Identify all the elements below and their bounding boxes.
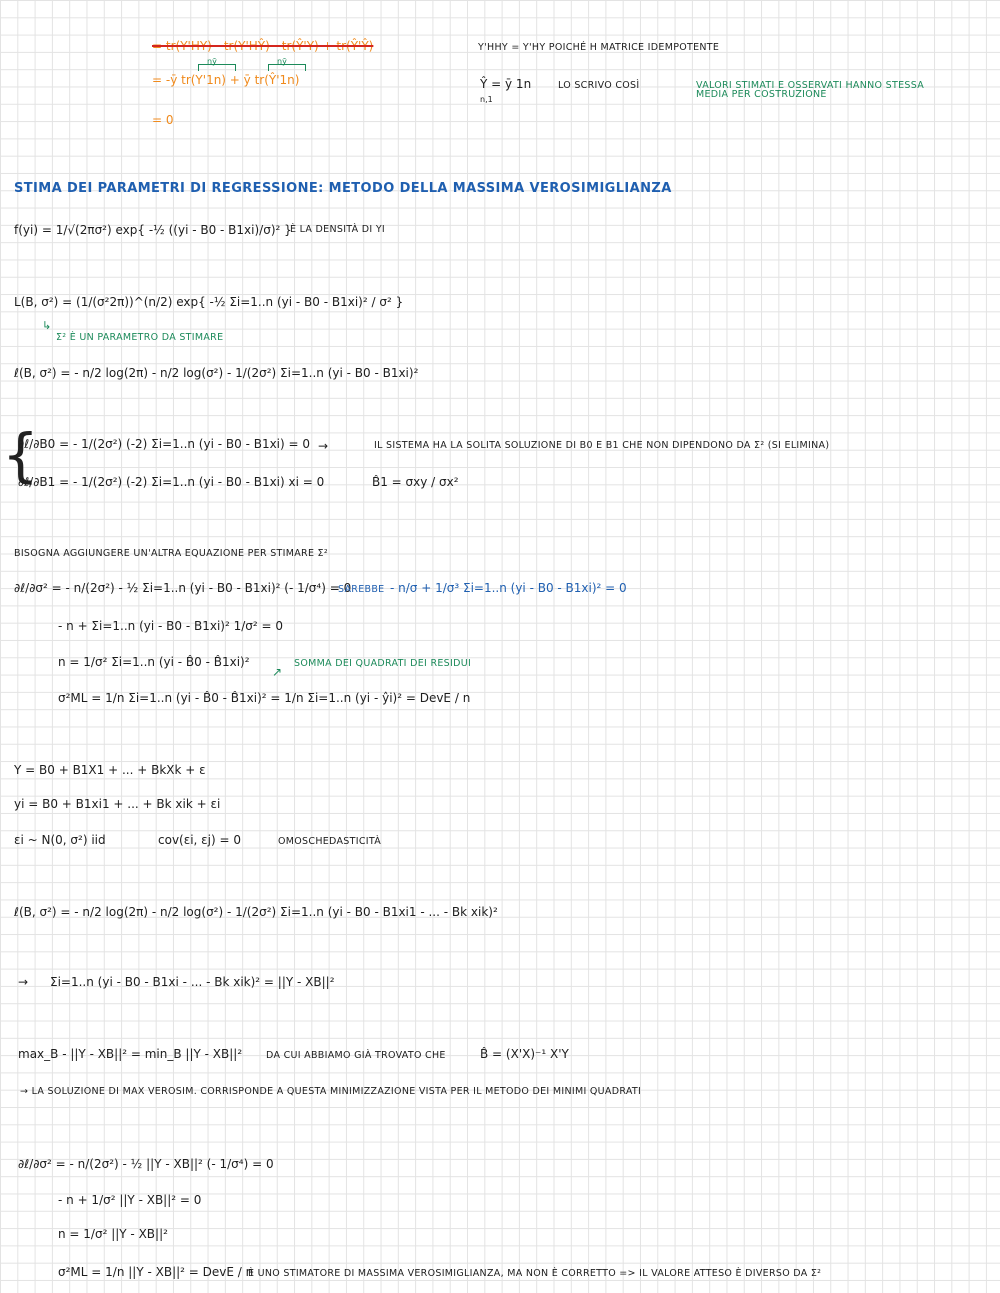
final-eq-3: n = 1/σ² ||Y - XB||²	[58, 1227, 168, 1241]
norm-equation: Σi=1..n (yi - B0 - B1xi - ... - Bk xik)² = ||Y - XB||²	[50, 975, 335, 989]
multi-model: Y = B0 + B1X1 + ... + BkXk + ε	[14, 763, 206, 777]
b1-hat: B̂1 = σxy / σx²	[372, 475, 459, 489]
likelihood-formula: L(B, σ²) = (1/(σ²2π))^(n/2) exp{ -½ Σi=1..n (yi - B0 - B1xi)² / σ² }	[14, 295, 404, 309]
max-min-equation: max_B - ||Y - XB||² = min_B ||Y - XB||²	[18, 1047, 243, 1061]
system-eq-2: ∂ℓ/∂B1 = - 1/(2σ²) (-2) Σi=1..n (yi - B0 - B1xi) xi = 0	[18, 475, 325, 489]
system-arrow: →	[318, 439, 329, 453]
final-eq-4: σ²ML = 1/n ||Y - XB||² = DevE / n	[58, 1265, 254, 1279]
multi-loglik: ℓ(B, σ²) = - n/2 log(2π) - n/2 log(σ²) - 1/(2σ²) Σi=1..n (yi - B0 - B1xi1 - ... - Bk xik)²	[14, 905, 498, 919]
sigma-eq-1-alt: - n/σ + 1/σ³ Σi=1..n (yi - B0 - B1xi)² = 0	[390, 581, 627, 595]
error-distribution: εi ~ N(0, σ²) iid	[14, 833, 106, 847]
idempotent-note: Y'HHY = Y'HY POICHÉ H MATRICE IDEMPOTENTE	[478, 42, 720, 53]
multi-model-i: yi = B0 + B1xi1 + ... + Bk xik + εi	[14, 797, 221, 811]
sigma-intro: BISOGNA AGGIUNGERE UN'ALTRA EQUAZIONE PER STIMARE Σ²	[14, 548, 328, 559]
yhat-equation: Ŷ = ȳ 1n	[480, 77, 532, 91]
write-note: LO SCRIVO COSÌ	[558, 80, 640, 91]
final-note: È UNO STIMATORE DI MASSIMA VEROSIMIGLIANZA, MA NON È CORRETTO => IL VALORE ATTESO È DIVERSO DA Σ²	[248, 1268, 822, 1279]
density-formula: f(yi) = 1/√(2πσ²) exp{ -½ ((yi - B0 - B1xi)/σ)² }	[14, 223, 292, 237]
loglik-formula: ℓ(B, σ²) = - n/2 log(2π) - n/2 log(σ²) - 1/(2σ²) Σi=1..n (yi - B0 - B1xi)²	[14, 366, 419, 380]
ny-label-1: nȳ	[207, 57, 217, 66]
ny-label-2: nȳ	[277, 57, 287, 66]
system-eq-1: ∂ℓ/∂B0 = - 1/(2σ²) (-2) Σi=1..n (yi - B0 - B1xi) = 0	[18, 437, 311, 451]
hook-arrow: ↳	[42, 319, 52, 332]
norm-arrow: →	[18, 975, 29, 989]
found-note: DA CUI ABBIAMO GIÀ TROVATO CHE	[266, 1050, 446, 1061]
mean-note-2: MEDIA PER COSTRUZIONE	[696, 89, 827, 100]
sigma-param-note: Σ² È UN PARAMETRO DA STIMARE	[56, 332, 224, 343]
homoscedasticity: OMOSCHEDASTICITÀ	[278, 836, 382, 847]
trace-line-2: = -ȳ tr(Y'1n) + ȳ tr(Ŷ'1n)	[152, 73, 300, 87]
sigma-alt-label: SAREBBE	[338, 584, 385, 595]
trace-line-3: = 0	[152, 113, 174, 127]
system-brace: {	[2, 421, 39, 489]
sigma-eq-2: - n + Σi=1..n (yi - B0 - B1xi)² 1/σ² = 0	[58, 619, 284, 633]
sigma-eq-4: σ²ML = 1/n Σi=1..n (yi - B̂0 - B̂1xi)² = 1/n Σi=1..n (yi - ŷi)² = DevE / n	[58, 691, 471, 705]
density-note: È LA DENSITÀ DI YI	[290, 224, 386, 235]
ny-brace-1	[198, 64, 236, 71]
error-covariance: cov(εi, εj) = 0	[158, 833, 241, 847]
trace-line-1: = tr(Y'HY) - tr(Y'HŶ) - tr(Ŷ'Y) + tr(Ŷ'Ŷ)	[152, 39, 374, 53]
ml-ls-conclusion: → LA SOLUZIONE DI MAX VEROSIM. CORRISPONDE A QUESTA MINIMIZZAZIONE VISTA PER IL METODO DEI MINIMI QUADRATI	[20, 1086, 642, 1097]
residual-note: SOMMA DEI QUADRATI DEI RESIDUI	[294, 658, 472, 669]
mean-note-1: VALORI STIMATI E OSSERVATI HANNO STESSA	[696, 80, 925, 91]
final-eq-1: ∂ℓ/∂σ² = - n/(2σ²) - ½ ||Y - XB||² (- 1/σ⁴) = 0	[18, 1157, 274, 1171]
residual-arrow: ↗	[272, 665, 283, 679]
final-eq-2: - n + 1/σ² ||Y - XB||² = 0	[58, 1193, 202, 1207]
section-title: STIMA DEI PARAMETRI DI REGRESSIONE: METODO DELLA MASSIMA VEROSIMIGLIANZA	[14, 181, 672, 196]
dimension-label: n,1	[480, 95, 493, 104]
system-note: IL SISTEMA HA LA SOLITA SOLUZIONE DI B0 E B1 CHE NON DIPENDONO DA Σ² (SI ELIMINA)	[374, 440, 830, 451]
b-hat: B̂ = (X'X)⁻¹ X'Y	[480, 1047, 569, 1061]
ny-brace-2	[268, 64, 306, 71]
sigma-eq-1: ∂ℓ/∂σ² = - n/(2σ²) - ½ Σi=1..n (yi - B0 - B1xi)² (- 1/σ⁴) = 0	[14, 581, 352, 595]
sigma-eq-3: n = 1/σ² Σi=1..n (yi - B̂0 - B̂1xi)²	[58, 655, 250, 669]
